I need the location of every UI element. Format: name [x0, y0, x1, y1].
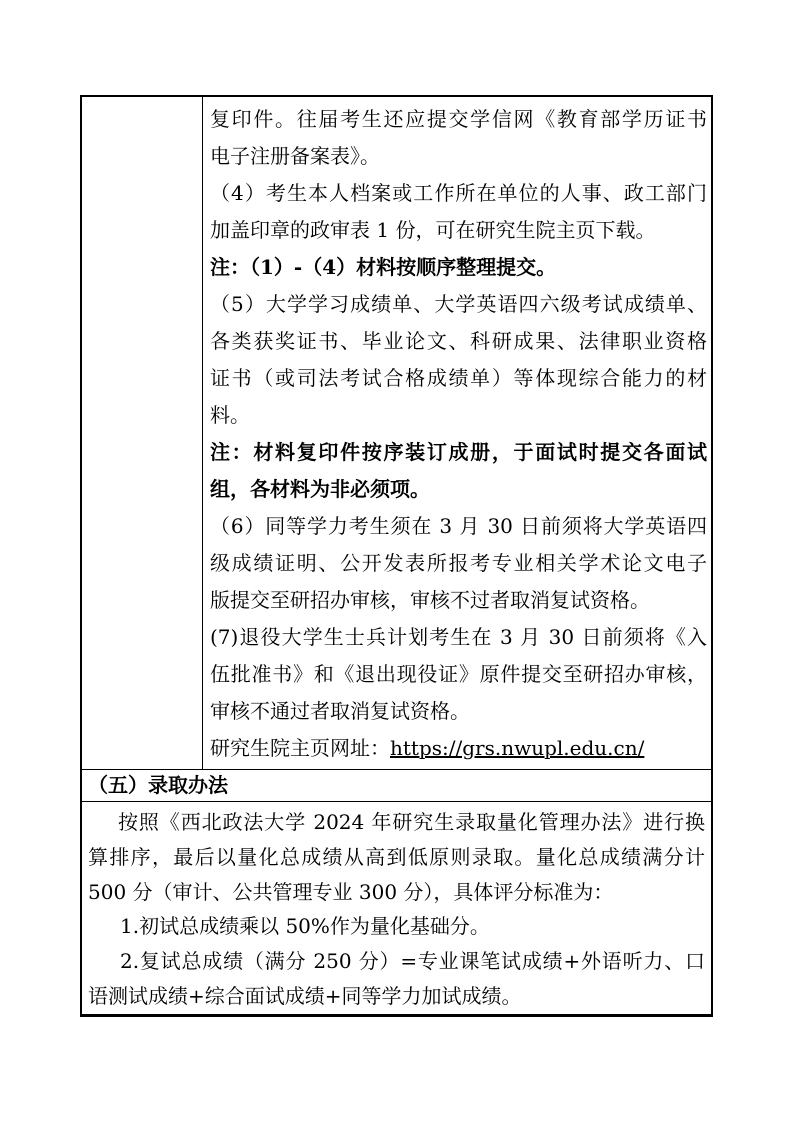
materials-content-cell: [203, 97, 711, 769]
text-line: 审核不通过者取消复试资格。: [210, 699, 470, 723]
text-line: 500 分（审计、公共管理专业 300 分），具体评分标准为：: [88, 879, 614, 904]
text-line: 加盖印章的政审表 1 份，可在研究生院主页下载。: [210, 218, 656, 242]
label-cell-empty: [82, 97, 203, 769]
text-line: 1.初试总成绩乘以 50%作为量化基础分。: [120, 914, 490, 939]
text-line: （4）考生本人档案或工作所在单位的人事、政工部门: [210, 181, 707, 205]
text-line: 级成绩证明、公开发表所报考专业相关学术论文电子: [210, 551, 707, 575]
materials-row: [82, 97, 711, 769]
text-line: （6）同等学力考生须在 3 月 30 日前须将大学英语四: [210, 514, 707, 538]
text-line: 语测试成绩+综合面试成绩+同等学力加试成绩。: [88, 983, 522, 1008]
text-line: 算排序，最后以量化总成绩从高到低原则录取。量化总成绩满分计: [88, 844, 705, 869]
text-line: 证书（或司法考试合格成绩单）等体现综合能力的材: [210, 366, 707, 390]
homepage-label: 研究生院主页网址：: [210, 736, 390, 760]
text-line: 按照《西北政法大学 2024 年研究生录取量化管理办法》进行换: [118, 810, 705, 834]
text-line: 料。: [210, 403, 250, 427]
text-line: 注：材料复印件按序装订成册，于面试时提交各面试: [210, 440, 707, 464]
text-line: 各类获奖证书、毕业论文、科研成果、法律职业资格: [210, 329, 707, 353]
content-table: [80, 95, 713, 1017]
section-title-row: [82, 769, 711, 801]
homepage-link[interactable]: https://grs.nwupl.edu.cn/: [390, 736, 645, 760]
text-line: （5）大学学习成绩单、大学英语四六级考试成绩单、: [210, 292, 707, 316]
text-line: 伍批准书》和《退出现役证》原件提交至研招办审核，: [210, 662, 707, 686]
text-line: 2.复试总成绩（满分 250 分）=专业课笔试成绩+外语听力、口: [120, 949, 705, 974]
text-line: 电子注册备案表》。: [210, 144, 380, 168]
text-line: 组，各材料为非必须项。: [210, 477, 430, 501]
text-line: 复印件。往届考生还应提交学信网《教育部学历证书: [210, 107, 707, 131]
admission-lines: [88, 805, 705, 1014]
admission-method-row: [82, 801, 711, 1014]
text-line: (7)退役大学生士兵计划考生在 3 月 30 日前须将《入: [210, 625, 707, 649]
materials-lines: [210, 101, 707, 730]
homepage-line: [210, 730, 707, 767]
text-line: 注：（1）-（4）材料按顺序整理提交。: [210, 255, 557, 279]
section-title: （五）录取办法: [88, 773, 228, 797]
text-line: 版提交至研招办审核，审核不过者取消复试资格。: [210, 588, 650, 612]
